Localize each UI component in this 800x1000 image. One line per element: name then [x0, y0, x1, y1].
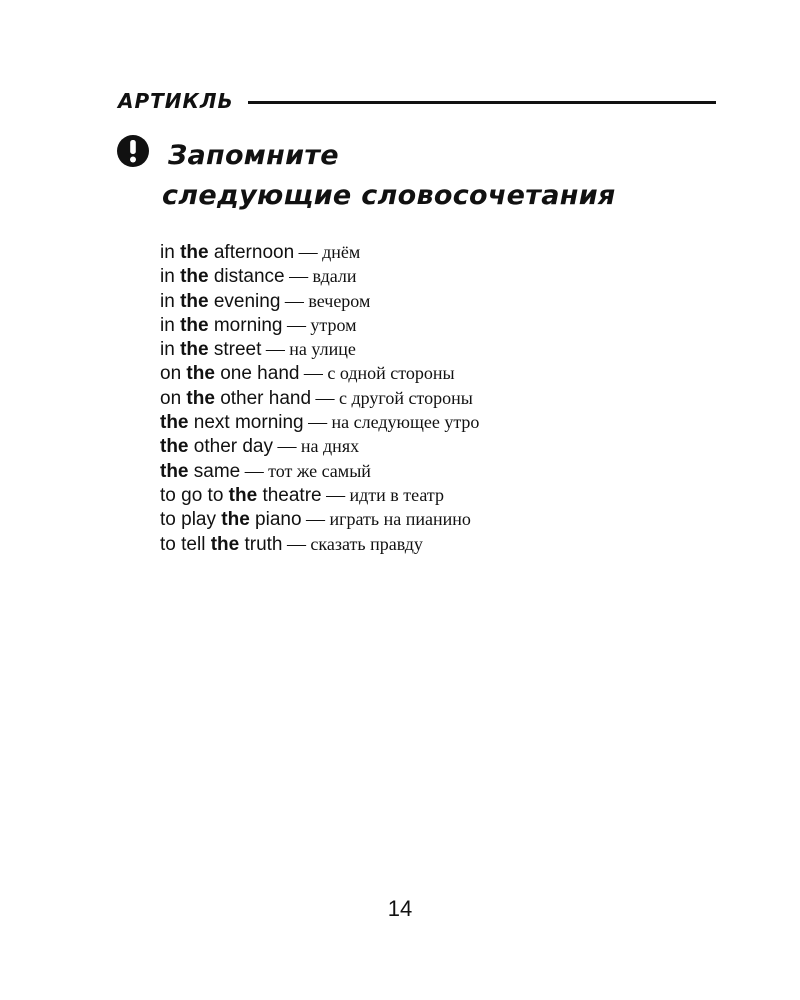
- phrase-item: [160, 289, 479, 313]
- english-phrase: [160, 291, 280, 312]
- phrase-item: [160, 386, 479, 410]
- phrase-item: [160, 313, 479, 337]
- article-the: the: [180, 339, 209, 361]
- phrase-prefix: in: [160, 266, 181, 288]
- english-phrase: [160, 363, 299, 384]
- russian-translation: играть на пианино: [329, 509, 471, 530]
- em-dash-separator: —: [308, 412, 328, 434]
- callout-title-line-2: следующие словосочетания: [162, 180, 616, 211]
- phrase-prefix: to go to: [160, 484, 229, 506]
- english-phrase: [160, 242, 294, 263]
- russian-translation: на улице: [289, 339, 356, 360]
- russian-translation: с одной стороны: [327, 363, 455, 384]
- english-phrase: [160, 315, 283, 336]
- em-dash-separator: —: [244, 460, 264, 482]
- exclamation-circle-icon: [116, 134, 150, 168]
- phrase-item: [160, 532, 479, 556]
- em-dash-separator: —: [265, 339, 285, 361]
- phrase-prefix: in: [160, 290, 181, 312]
- russian-translation: на днях: [300, 436, 360, 457]
- russian-translation: идти в театр: [349, 484, 444, 505]
- russian-translation: вечером: [308, 290, 371, 311]
- phrase-list: [160, 240, 479, 556]
- english-phrase: [160, 266, 285, 287]
- article-the: the: [180, 266, 209, 288]
- english-phrase: [160, 509, 302, 530]
- russian-translation: с другой стороны: [338, 387, 473, 408]
- phrase-item: [160, 264, 479, 288]
- phrase-prefix: on: [160, 387, 187, 409]
- em-dash-separator: —: [298, 242, 318, 263]
- english-phrase: [160, 534, 283, 555]
- phrase-suffix: one hand: [214, 363, 300, 385]
- english-phrase: [160, 412, 304, 433]
- phrase-suffix: same: [188, 460, 241, 482]
- page-number: 14: [387, 896, 413, 921]
- em-dash-separator: —: [284, 290, 304, 312]
- callout-heading: [162, 136, 616, 216]
- phrase-suffix: theatre: [257, 484, 322, 506]
- russian-translation: сказать правду: [310, 533, 423, 554]
- english-phrase: [160, 485, 322, 506]
- em-dash-separator: —: [315, 387, 335, 409]
- phrase-suffix: truth: [239, 533, 283, 555]
- em-dash-separator: —: [306, 509, 325, 531]
- phrase-suffix: distance: [208, 266, 285, 288]
- russian-translation: днём: [322, 242, 361, 262]
- article-the: the: [221, 509, 250, 531]
- english-phrase: [160, 436, 273, 457]
- phrase-suffix: street: [208, 339, 262, 361]
- phrase-item: [160, 459, 479, 483]
- phrase-item: [160, 434, 479, 458]
- article-the: the: [180, 290, 209, 312]
- phrase-item: [160, 483, 479, 507]
- article-the: the: [186, 363, 215, 385]
- article-the: the: [180, 314, 209, 336]
- russian-translation: тот же самый: [268, 460, 371, 481]
- phrase-prefix: in: [160, 314, 181, 336]
- phrase-suffix: piano: [249, 509, 302, 531]
- phrase-suffix: other day: [188, 436, 273, 458]
- phrase-suffix: other hand: [214, 387, 312, 409]
- em-dash-separator: —: [326, 484, 346, 506]
- phrase-item: [160, 507, 479, 531]
- article-the: the: [180, 242, 209, 263]
- header-rule: [248, 101, 716, 104]
- article-the: the: [160, 436, 189, 458]
- phrase-item: [160, 410, 479, 434]
- english-phrase: [160, 339, 261, 360]
- em-dash-separator: —: [286, 533, 306, 555]
- phrase-suffix: afternoon: [208, 242, 295, 263]
- phrase-prefix: in: [160, 242, 181, 263]
- phrase-item: [160, 337, 479, 361]
- russian-translation: на следующее утро: [331, 412, 480, 433]
- phrase-suffix: evening: [208, 290, 281, 312]
- english-phrase: [160, 388, 311, 409]
- article-the: the: [160, 412, 189, 434]
- article-the: the: [186, 387, 215, 409]
- callout-title-line-1: Запомните: [168, 140, 339, 171]
- russian-translation: утром: [310, 314, 357, 335]
- section-title: АРТИКЛЬ: [118, 89, 234, 113]
- em-dash-separator: —: [303, 363, 323, 385]
- phrase-item: [160, 361, 479, 385]
- article-the: the: [210, 533, 240, 555]
- article-the: the: [228, 484, 258, 506]
- phrase-prefix: on: [160, 363, 187, 385]
- phrase-suffix: next morning: [188, 412, 304, 434]
- phrase-item: [160, 240, 479, 264]
- em-dash-separator: —: [277, 436, 297, 458]
- phrase-prefix: in: [160, 339, 181, 361]
- phrase-prefix: to play: [160, 509, 222, 531]
- em-dash-separator: —: [286, 314, 306, 336]
- phrase-suffix: morning: [208, 314, 283, 336]
- russian-translation: вдали: [312, 266, 357, 287]
- english-phrase: [160, 461, 240, 482]
- article-the: the: [160, 460, 189, 482]
- em-dash-separator: —: [289, 266, 309, 288]
- section-header: [118, 86, 716, 116]
- phrase-prefix: to tell: [160, 533, 211, 555]
